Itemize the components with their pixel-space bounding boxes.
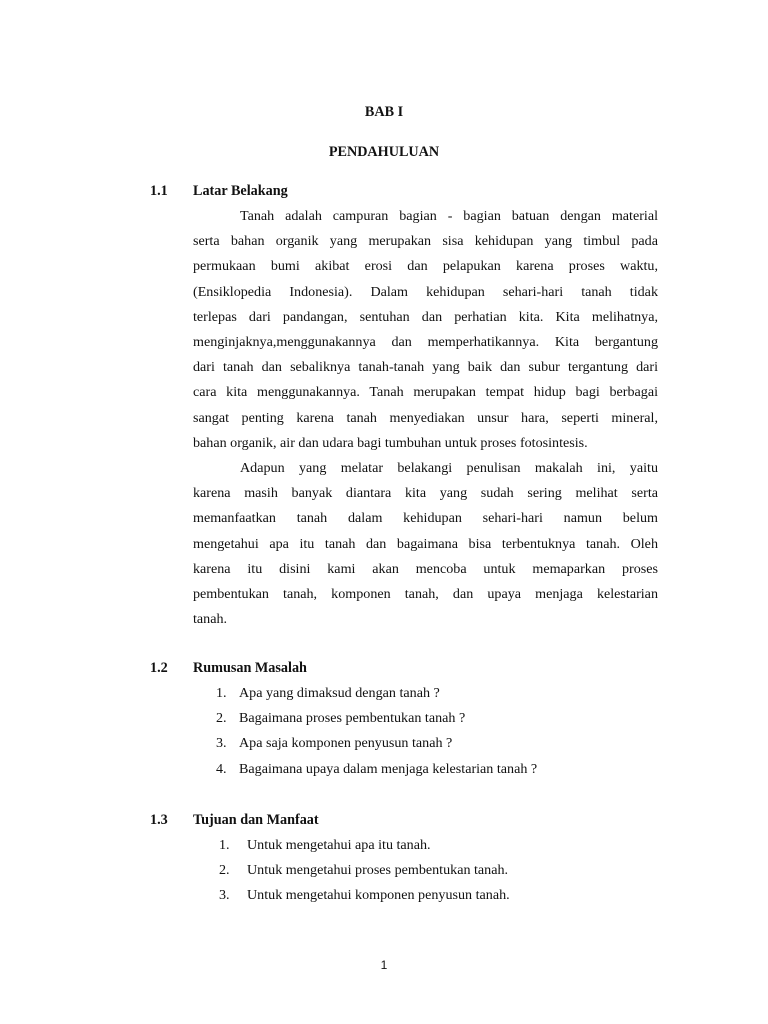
text-line: karena itu disini kami akan mencoba untuk memaparkan proses bbox=[193, 560, 658, 577]
text-line: Tanah adalah campuran bagian - bagian batuan dengan material bbox=[240, 208, 658, 224]
list-item-text: Untuk mengetahui apa itu tanah. bbox=[247, 837, 431, 853]
text-line: bahan organik, air dan udara bagi tumbuhan untuk proses fotosintesis. bbox=[193, 434, 588, 451]
text-line: dari tanah dan sebaliknya tanah-tanah yang baik dan subur tergantung dari bbox=[193, 359, 658, 376]
chapter-title: PENDAHULUAN bbox=[328, 144, 440, 160]
paragraph-latar-belakang-1 bbox=[193, 204, 658, 456]
text-line: menginjaknya,menggunakannya dan memperhatikannya. Kita bergantung bbox=[193, 333, 658, 350]
text-line: sangat penting karena tanah menyediakan unsur hara, seperti mineral, bbox=[193, 409, 658, 426]
text-line: permukaan bumi akibat erosi dan pelapukan karena proses waktu, bbox=[193, 258, 658, 275]
list-item-text: Untuk mengetahui proses pembentukan tanah. bbox=[247, 862, 509, 879]
section-number: 1.1 bbox=[150, 183, 168, 199]
text-line: serta bahan organik yang merupakan sisa kehidupan yang timbul pada bbox=[193, 233, 658, 250]
text-line: cara kita menggunakannya. Tanah merupakan tempat hidup bagi berbagai bbox=[193, 384, 658, 401]
list-item-text: Apa yang dimaksud dengan tanah ? bbox=[239, 685, 440, 701]
page-number: 1 bbox=[380, 958, 388, 972]
list-item-text: Apa saja komponen penyusun tanah ? bbox=[239, 735, 453, 752]
section-title: Latar Belakang bbox=[193, 183, 288, 199]
list-item-text: Untuk mengetahui komponen penyusun tanah. bbox=[247, 887, 510, 904]
list-item-text: Bagaimana upaya dalam menjaga kelestarian tanah ? bbox=[239, 760, 538, 777]
chapter-label: BAB I bbox=[364, 104, 404, 120]
section-number: 1.3 bbox=[150, 812, 168, 828]
text-line: (Ensiklopedia Indonesia). Dalam kehidupan sehari-hari tanah tidak bbox=[193, 283, 658, 300]
section-title: Rumusan Masalah bbox=[193, 660, 307, 676]
text-line: karena masih banyak diantara kita yang sudah sering melihat serta bbox=[193, 485, 658, 502]
list-item-number: 3. bbox=[219, 887, 230, 904]
text-line: Adapun yang melatar belakangi penulisan makalah ini, yaitu bbox=[240, 460, 658, 476]
list-item-number: 3. bbox=[216, 735, 227, 752]
text-line: mengetahui apa itu tanah dan bagaimana bisa terbentuknya tanah. Oleh bbox=[193, 535, 658, 552]
text-line: pembentukan tanah, komponen tanah, dan upaya menjaga kelestarian bbox=[193, 585, 658, 602]
section-number: 1.2 bbox=[150, 660, 168, 676]
list-item-text: Bagaimana proses pembentukan tanah ? bbox=[239, 710, 466, 727]
list-item-number: 2. bbox=[219, 862, 230, 879]
text-line: terlepas dari pandangan, sentuhan dan perhatian kita. Kita melihatnya, bbox=[193, 308, 658, 325]
list-item-number: 1. bbox=[216, 685, 227, 701]
paragraph-latar-belakang-2 bbox=[193, 456, 658, 632]
list-item-number: 1. bbox=[219, 837, 230, 853]
text-line: tanah. bbox=[193, 611, 228, 628]
list-item-number: 2. bbox=[216, 710, 227, 727]
list-item-number: 4. bbox=[216, 760, 227, 777]
section-title: Tujuan dan Manfaat bbox=[193, 812, 319, 828]
text-line: memanfaatkan tanah dalam kehidupan sehari-hari namun belum bbox=[193, 510, 658, 527]
